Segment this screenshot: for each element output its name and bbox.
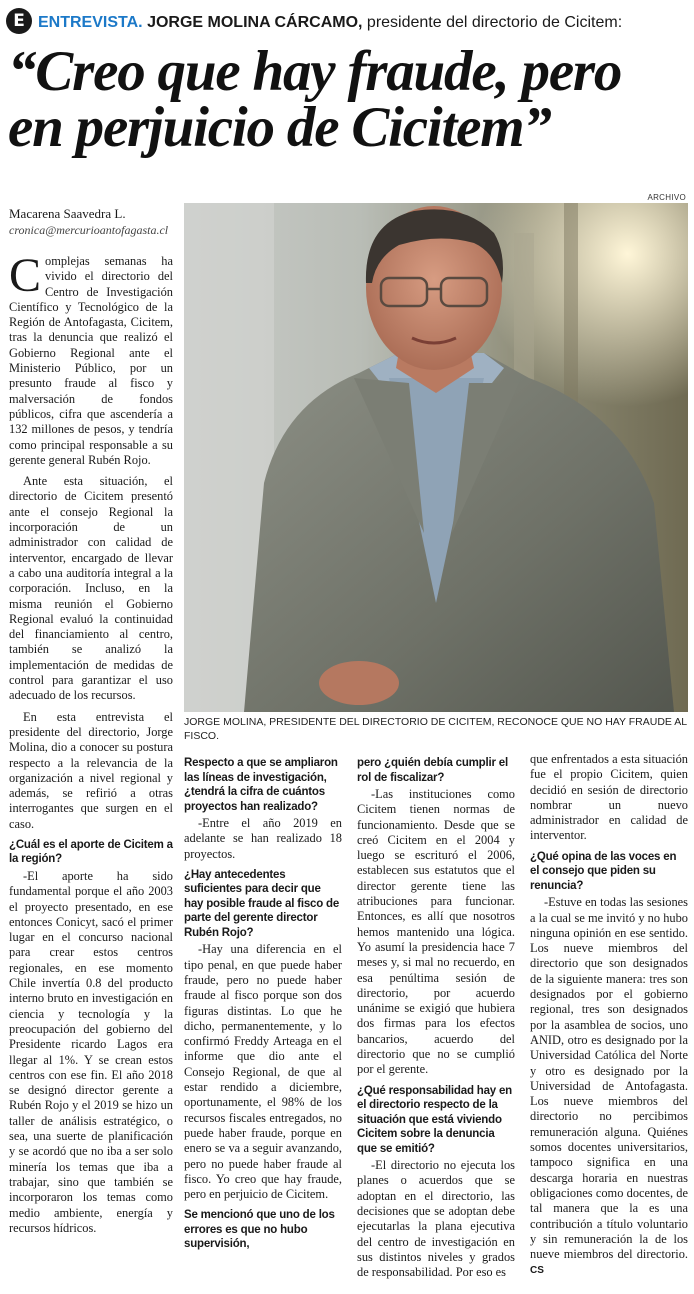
intro-paragraph <box>9 249 173 468</box>
answer-6-text: -Estuve en todas las sesiones a la cual se me invitó y no hubo ninguna opinión en ese sentido. Los nueve miembros del directorio que son designados de la siguiente manera: tres son designados por el gobierno regional, tres son designados por la asamblea de socios, uno ANID, otro es designado por la Universidad Católica del Norte y otro es designado por la Universidad de Antofagasta. Los nueve miembros del directorio no percibimos remuneración alguna. Quiénes somos docentes universitarios, tampoco significa en una descarga horaria en nuestras obligaciones como docentes, de tal manera que la es una contribución a título voluntario y sin remuneración la de los nueve miembros del directorio. <box>530 895 688 1262</box>
subject-role: presidente del directorio de Cicitem: <box>362 14 623 31</box>
question-3: ¿Hay antecedentes suficientes para decir que hay posible fraude al fisco de parte del gerente director Rubén Rojo? <box>184 868 340 939</box>
portrait-photo <box>184 203 688 712</box>
end-mark: CS <box>530 1265 544 1277</box>
headline <box>8 40 688 159</box>
header-line <box>6 6 690 36</box>
section-label: ENTREVISTA. <box>38 14 143 31</box>
column-3 <box>357 752 515 1287</box>
answer-5: -El directorio no ejecuta los planes o acuerdos que se adoptan en el directorio, las decisiones que se adoptan debe ejecutarlas la plana ejecutiva del centro de investigación en sus distintos niveles y grados de responsabilidad. Por eso es <box>357 1158 515 1280</box>
intro-text: omplejas semanas ha vivido el directorio del Centro de Investigación Científico y Tecnológico de la Región de Antofagasta, Cicitem, tras la denuncia que realizó el Gobierno Regional ante el Ministerio Público, por un presunto fraude al fisco y malversación de fondos públicos, cifra que ascendería a 132 millones de pesos, y tendría como principal responsable a su gerente general Rubén Rojo. <box>9 254 173 467</box>
answer-4: -Las instituciones como Cicitem tienen normas de funcionamiento. Desde que se creó Cicitem en el 2004 y luego se escrituró el 2006, establecen sus estatutos que el director gerente tiene las atribuciones para funcionar. Entonces, es allí que nosotros hemos mantenido una lógica. Yo asumí la presidencia hace 7 meses y, si mal no recuerdo, en esa penúltima sesión de directorio, por acuerdo unánime se exigió que hubiera dos firmas para los efectos bancarios, acuerdo del directorio que no se cumplió por el gerente. <box>357 787 515 1077</box>
answer-1: -El aporte ha sido fundamental porque el año 2003 el proyecto presentado, en ese entonces Conicyt, sacó el primer lugar en el concurso nacional para crear estos centros regionales, en ese momento Chile invertía 0.8 del producto interno bruto en investigación en ciencia y tecnología y la preocupación del gobierno del Presidente ricardo Lagos era llegar al 1%. Y se crean estos centros con ese fin. El año 2018 se designó director gerente a Rubén Rojo y el 2019 se hizo un taller de análisis estratégico, o sea, una suerte de planificación y se acordó que no iba a ser solo minería los temas que iba a trabajar, sino que también se incorporaron los temas como medio ambiente, energía y recursos hídricos. <box>9 868 173 1235</box>
section-badge: E <box>6 8 32 34</box>
headline-line-1: “Creo que hay fraude, pero <box>8 40 622 103</box>
column-2 <box>184 752 342 1254</box>
column-1 <box>9 249 173 1242</box>
answer-3: -Hay una diferencia en el tipo penal, en que puede haber fraude, pero no puede haber fraude al fisco porque son dos figuras distintas. Lo que he dicho, permanentemente, y lo confirmó Freddy Arteaga en el informe que dio ante el Consejo Regional, de que al estar rendido a diciembre, oportunamente, el 98% de los recursos fiscales entregados, no puede haber fraude, porque en enero se va a seguir avanzando, pero no puede haber fraude al fisco. Yo creo que hay fraude, pero en perjuicio de Cicitem. <box>184 942 342 1202</box>
paragraph-2: Ante esta situación, el directorio de Cicitem presentó ante el consejo Regional la incorporación de un administrador con calidad de interventor, encargado de llevar a cabo una auditoría integral a la corporación. Incluso, en la misma reunión el Gobierno Regional evaluó la continuidad del financiamiento al centro, también se analizó la implementación de medidas de control para garantizar el uso adecuado de los recursos. <box>9 474 173 703</box>
byline <box>9 206 168 238</box>
answer-2: -Entre el año 2019 en adelante se han realizado 18 proyectos. <box>184 816 342 861</box>
answer-5-continued: que enfrentados a esta situación fue el propio Cicitem, quien decidió en sesión de directorio nombrar un nuevo administrador en calidad de interventor. <box>530 752 688 843</box>
photo-caption: JORGE MOLINA, PRESIDENTE DEL DIRECTORIO DE CICITEM, RECONOCE QUE NO HAY FRAUDE AL FISCO. <box>184 716 687 742</box>
subject-name: JORGE MOLINA CÁRCAMO, <box>147 14 363 31</box>
kicker <box>38 13 622 33</box>
question-6: ¿Qué opina de las voces en el consejo que piden su renuncia? <box>530 850 677 892</box>
question-2: Respecto a que se ampliaron las líneas de investigación, ¿tendrá la cifra de cuántos proyectos han realizado? <box>184 757 338 813</box>
column-4 <box>530 752 688 1285</box>
answer-6 <box>530 895 688 1278</box>
headline-line-2: en perjuicio de Cicitem” <box>8 96 551 159</box>
question-1: ¿Cuál es el aporte de Cicitem a la región? <box>9 838 173 866</box>
portrait-illustration <box>184 203 688 712</box>
author-email: cronica@mercurioantofagasta.cl <box>9 223 169 237</box>
question-4: Se mencionó que uno de los errores es que no hubo supervisión, <box>184 1209 335 1251</box>
photo-credit: ARCHIVO <box>647 193 686 202</box>
drop-cap: C <box>9 249 42 302</box>
author-name: Macarena Saavedra L. <box>9 206 126 221</box>
question-4-continued: pero ¿quién debía cumplir el rol de fiscalizar? <box>357 757 508 784</box>
question-5: ¿Qué responsabilidad hay en el directorio respecto de la situación que está viviendo Cicitem sobre la denuncia que se emitió? <box>357 1084 512 1155</box>
paragraph-3: En esta entrevista el presidente del directorio, Jorge Molina, dio a conocer su postura respecto a la relevancia de la organización a nivel regional y además, se refirió a otras interrogantes que surgen en el caso. <box>9 709 173 831</box>
